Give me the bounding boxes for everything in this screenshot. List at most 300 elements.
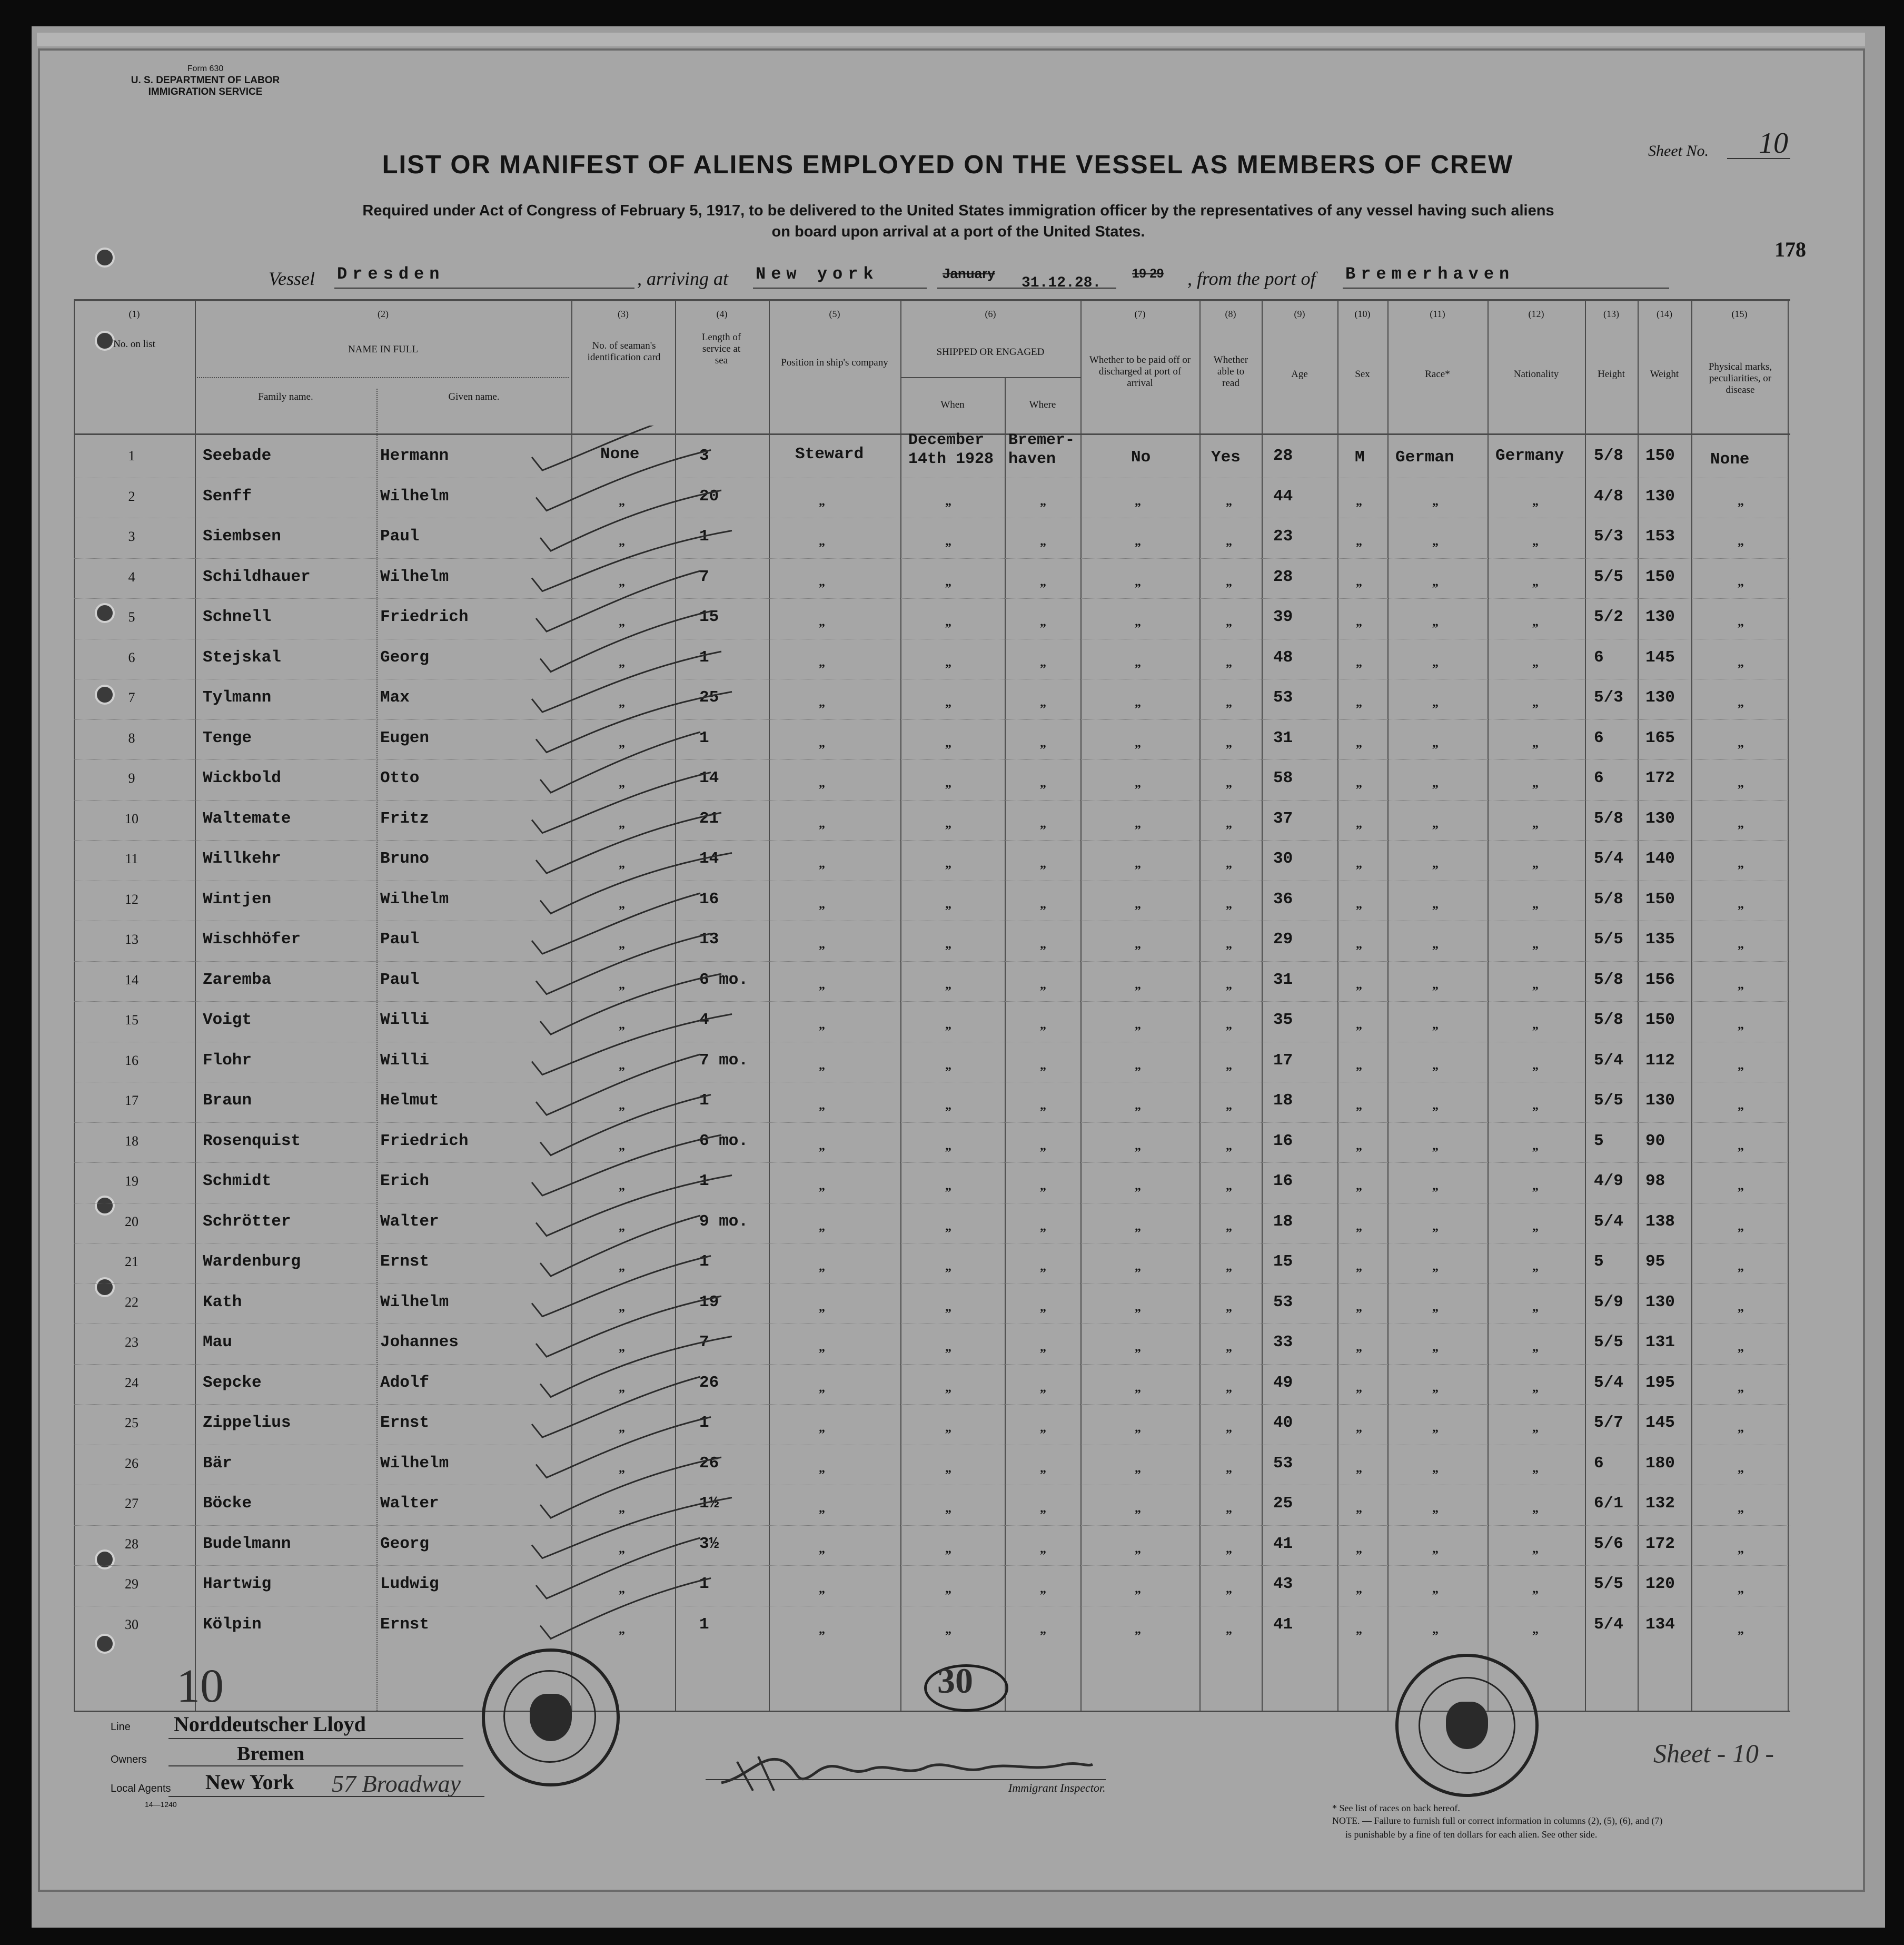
when-ditto: „ (945, 816, 951, 831)
document-subtitle (274, 200, 1643, 242)
cell-weight: 180 (1645, 1454, 1675, 1473)
check-mark (536, 1417, 711, 1478)
check-mark (540, 1578, 711, 1639)
position-ditto: „ (819, 1179, 825, 1193)
where-ditto: „ (1040, 1219, 1046, 1233)
cell-family: Böcke (203, 1494, 252, 1513)
position-ditto: „ (819, 1219, 825, 1233)
cell-given: Walter (380, 1212, 439, 1231)
cell-service: 1 (699, 1091, 709, 1110)
sex-ditto: „ (1356, 696, 1362, 709)
where-ditto: „ (1040, 1058, 1046, 1072)
from-port-underline (1343, 288, 1669, 289)
column-number: (8) (1225, 309, 1236, 319)
when-ditto: „ (945, 1340, 951, 1354)
cell-given: Willi (380, 1011, 430, 1029)
nationality-ditto: „ (1532, 494, 1539, 508)
agents-underline (168, 1796, 484, 1797)
header-age: Age (1291, 369, 1308, 380)
when-ditto: „ (945, 535, 951, 548)
position-ditto: „ (819, 1582, 825, 1596)
column-number: (6) (985, 309, 996, 319)
cell-service: 1 (699, 648, 709, 667)
read-ditto: „ (1226, 615, 1232, 629)
cell-weight: 145 (1645, 1414, 1675, 1432)
race-ditto: „ (1432, 978, 1439, 992)
able-to-read-value: Yes (1211, 448, 1241, 467)
cell-age: 28 (1273, 447, 1293, 465)
cell-given: Erich (380, 1172, 430, 1190)
where-ditto: „ (1040, 1461, 1046, 1475)
where-ditto: „ (1040, 1099, 1046, 1112)
race-ditto: „ (1432, 1340, 1439, 1354)
vessel-label: Vessel (269, 268, 315, 289)
sex-ditto: „ (1356, 1179, 1362, 1193)
read-ditto: „ (1226, 1380, 1232, 1395)
column-number: (9) (1294, 309, 1305, 319)
local-agents-label: Local Agents (111, 1783, 171, 1794)
cell-service: 1 (699, 1414, 709, 1432)
cell-no: 6 (128, 649, 135, 665)
cell-family: Kath (203, 1292, 242, 1311)
header-family-name: Family name. (258, 391, 313, 402)
read-ditto: „ (1226, 816, 1232, 831)
cell-weight: 140 (1645, 850, 1675, 868)
check-marks (527, 426, 748, 1742)
position-ditto: „ (819, 1421, 825, 1435)
position-ditto: „ (819, 857, 825, 871)
read-ditto: „ (1226, 1461, 1232, 1475)
read-ditto: „ (1226, 937, 1232, 951)
paid-off-ditto: „ (1135, 1139, 1141, 1153)
cell-family: Seebade (203, 447, 272, 465)
race-ditto: „ (1432, 494, 1439, 508)
form-number: Form 630 (187, 64, 224, 73)
nationality-ditto: „ (1532, 816, 1539, 831)
id-card-ditto: „ (619, 1622, 625, 1636)
header-where: Where (1029, 399, 1056, 410)
sex-ditto: „ (1356, 494, 1362, 508)
cell-no: 29 (125, 1576, 138, 1592)
race-ditto: „ (1432, 1582, 1439, 1596)
owners-underline (168, 1765, 463, 1766)
cell-height: 5/4 (1594, 850, 1623, 868)
nationality-ditto: „ (1532, 535, 1539, 548)
read-ditto: „ (1226, 857, 1232, 871)
cell-given: Friedrich (380, 608, 469, 626)
cell-service: 3 (699, 447, 709, 465)
cell-no: 12 (125, 891, 138, 907)
cell-service: 26 (699, 1454, 719, 1473)
cell-family: Braun (203, 1091, 252, 1110)
circled-total: 30 (937, 1661, 973, 1701)
struck-year: 19 29 (1132, 266, 1164, 281)
cell-service: 6 mo. (699, 970, 749, 989)
position-ditto: „ (819, 776, 825, 790)
form-code: 14—1240 (145, 1800, 177, 1809)
where-ditto: „ (1040, 1421, 1046, 1435)
header-shipped-or-engaged: SHIPPED OR ENGAGED (936, 347, 1045, 358)
header-able-to-read: Whether able to read (1213, 354, 1248, 389)
race-ditto: „ (1432, 1542, 1439, 1556)
marks-ditto: „ (1738, 937, 1744, 951)
cell-height: 5/3 (1594, 688, 1623, 707)
column-number: (10) (1354, 309, 1371, 319)
where-ditto: „ (1040, 857, 1046, 871)
id-card-ditto: „ (619, 1179, 625, 1193)
position-ditto: „ (819, 1622, 825, 1636)
cell-height: 5/5 (1594, 1333, 1623, 1351)
check-mark (532, 1256, 711, 1317)
sex-ditto: „ (1356, 615, 1362, 629)
cell-height: 5/5 (1594, 1091, 1623, 1110)
marks-ditto: „ (1738, 776, 1744, 790)
marks-ditto: „ (1738, 1622, 1744, 1636)
cell-height: 5/3 (1594, 527, 1623, 546)
position-ditto: „ (819, 1300, 825, 1314)
cell-service: 1 (699, 1575, 709, 1593)
where-ditto: „ (1040, 897, 1046, 911)
cell-given: Paul (380, 930, 420, 949)
when-ditto: „ (945, 1260, 951, 1273)
cell-no: 15 (125, 1012, 138, 1028)
cell-height: 5/4 (1594, 1051, 1623, 1070)
cell-no: 27 (125, 1496, 138, 1511)
cell-family: Voigt (203, 1011, 252, 1029)
paid-off-ditto: „ (1135, 1461, 1141, 1475)
id-card-ditto: „ (619, 1058, 625, 1072)
cell-service: 14 (699, 769, 719, 787)
nationality-ditto: „ (1532, 978, 1539, 992)
where-ditto: „ (1040, 1622, 1046, 1636)
cell-family: Sepcke (203, 1373, 262, 1392)
paid-off-ditto: „ (1135, 655, 1141, 669)
row-rule (74, 1001, 1790, 1002)
paid-off-ditto: „ (1135, 816, 1141, 831)
paid-off-ditto: „ (1135, 978, 1141, 992)
cell-given: Ernst (380, 1414, 430, 1432)
header-race: Race* (1425, 369, 1450, 380)
cell-weight: 131 (1645, 1333, 1675, 1351)
position-ditto: „ (819, 1461, 825, 1475)
service-name: IMMIGRATION SERVICE (148, 86, 263, 97)
when-ditto: „ (945, 736, 951, 750)
where-ditto: „ (1040, 1139, 1046, 1153)
cell-height: 6 (1594, 728, 1604, 747)
when-ditto: „ (945, 776, 951, 790)
line-label: Line (111, 1721, 131, 1733)
form-identifier (95, 63, 316, 98)
check-mark (536, 934, 711, 994)
cell-family: Zippelius (203, 1414, 291, 1432)
cell-weight: 130 (1645, 809, 1675, 828)
marks-ditto: „ (1738, 816, 1744, 831)
paid-off-ditto: „ (1135, 696, 1141, 709)
cell-given: Adolf (380, 1373, 430, 1392)
nationality-ditto: „ (1532, 655, 1539, 669)
cell-family: Schnell (203, 608, 272, 626)
cell-no: 2 (128, 488, 135, 504)
where-ditto: „ (1040, 937, 1046, 951)
name-subheader-rule (195, 377, 569, 378)
cell-no: 7 (128, 690, 135, 705)
cell-weight: 150 (1645, 447, 1675, 465)
cell-given: Walter (380, 1494, 439, 1513)
cell-service: 1 (699, 527, 709, 546)
when-ditto: „ (945, 1099, 951, 1112)
header-name-in-full: NAME IN FULL (348, 344, 418, 355)
where-ditto: „ (1040, 1502, 1046, 1515)
document-title: LIST OR MANIFEST OF ALIENS EMPLOYED ON THE VESSEL AS MEMBERS OF CREW (382, 151, 1514, 179)
column-rule (195, 299, 196, 1711)
read-ditto: „ (1226, 575, 1232, 589)
cell-no: 9 (128, 771, 135, 786)
when-ditto: „ (945, 1058, 951, 1072)
column-rule (1488, 299, 1489, 1711)
cell-no: 4 (128, 569, 135, 585)
read-ditto: „ (1226, 1260, 1232, 1273)
cell-height: 6 (1594, 1454, 1604, 1473)
read-ditto: „ (1226, 1340, 1232, 1354)
cell-given: Fritz (380, 809, 430, 828)
cell-given: Ludwig (380, 1575, 439, 1593)
read-ditto: „ (1226, 1622, 1232, 1636)
arriving-port: New york (756, 264, 879, 284)
nationality-ditto: „ (1532, 937, 1539, 951)
column-rule (1387, 299, 1389, 1711)
shipped-where-line-2: haven (1008, 450, 1056, 468)
check-mark (536, 813, 721, 873)
line-value: Norddeutscher Lloyd (174, 1712, 366, 1736)
cell-age: 36 (1273, 890, 1293, 909)
cell-age: 16 (1273, 1172, 1293, 1190)
punch-hole (95, 248, 115, 268)
when-ditto: „ (945, 1582, 951, 1596)
sex-ditto: „ (1356, 897, 1362, 911)
header-length-of-service: Length of service at sea (701, 332, 741, 366)
cell-family: Tenge (203, 728, 252, 747)
cell-given: Willi (380, 1051, 430, 1070)
nationality-ditto: „ (1532, 1622, 1539, 1636)
when-ditto: „ (945, 1219, 951, 1233)
column-number: (4) (716, 309, 728, 319)
cell-height: 5 (1594, 1131, 1604, 1150)
cell-service: 4 (699, 1011, 709, 1029)
id-card-ditto: „ (619, 1502, 625, 1515)
paid-off-ditto: „ (1135, 857, 1141, 871)
sex-ditto: „ (1356, 1380, 1362, 1395)
race-ditto: „ (1432, 776, 1439, 790)
id-card-ditto: „ (619, 1340, 625, 1354)
position-ditto: „ (819, 696, 825, 709)
where-ditto: „ (1040, 1179, 1046, 1193)
cell-age: 23 (1273, 527, 1293, 546)
cell-family: Mau (203, 1333, 232, 1351)
column-rule (74, 299, 75, 1711)
paid-off-ditto: „ (1135, 1542, 1141, 1556)
cell-weight: 145 (1645, 648, 1675, 667)
when-ditto: „ (945, 978, 951, 992)
cell-service: 1 (699, 1615, 709, 1634)
where-ditto: „ (1040, 1380, 1046, 1395)
header-no-on-list: No. on list (113, 339, 155, 350)
nationality-ditto: „ (1532, 1582, 1539, 1596)
read-ditto: „ (1226, 978, 1232, 992)
cell-family: Schmidt (203, 1172, 272, 1190)
row-rule (74, 1525, 1790, 1526)
position-ditto: „ (819, 494, 825, 508)
cell-given: Wilhelm (380, 567, 449, 586)
check-mark (532, 893, 700, 954)
where-ditto: „ (1040, 535, 1046, 548)
handwritten-count: 10 (176, 1660, 224, 1712)
cell-service: 25 (699, 688, 719, 707)
marks-ditto: „ (1738, 1380, 1744, 1395)
check-mark (540, 732, 700, 793)
nationality-ditto: „ (1532, 615, 1539, 629)
read-ditto: „ (1226, 1018, 1232, 1032)
paid-off-ditto: „ (1135, 897, 1141, 911)
id-card-ditto: „ (619, 1018, 625, 1032)
when-ditto: „ (945, 1461, 951, 1475)
vessel-underline (334, 288, 634, 289)
race-ditto: „ (1432, 655, 1439, 669)
sex-ditto: „ (1356, 1340, 1362, 1354)
race-ditto: „ (1432, 1179, 1439, 1193)
cell-no: 1 (128, 448, 135, 463)
cell-no: 20 (125, 1213, 138, 1229)
paid-off-ditto: „ (1135, 1582, 1141, 1596)
race-ditto: „ (1432, 1260, 1439, 1273)
cell-given: Ernst (380, 1615, 430, 1634)
id-card-ditto: „ (619, 978, 625, 992)
check-mark (532, 1014, 732, 1075)
row-rule (74, 800, 1790, 801)
row-rule (74, 598, 1790, 599)
column-number: (1) (128, 309, 140, 319)
cell-weight: 172 (1645, 1534, 1675, 1553)
race-ditto: „ (1432, 1219, 1439, 1233)
column-rule (900, 299, 901, 1711)
cell-age: 53 (1273, 688, 1293, 707)
check-mark (536, 1176, 732, 1236)
eagle-emblem-icon (530, 1694, 572, 1741)
cell-age: 58 (1273, 769, 1293, 787)
where-ditto: „ (1040, 615, 1046, 629)
subtitle-line-2: on board upon arrival at a port of the United States. (771, 223, 1145, 240)
cell-height: 5/5 (1594, 930, 1623, 949)
nationality-ditto: „ (1532, 736, 1539, 750)
marks-ditto: „ (1738, 1260, 1744, 1273)
nationality-ditto: „ (1532, 1380, 1539, 1395)
header-sex: Sex (1355, 369, 1370, 380)
race-ditto: „ (1432, 897, 1439, 911)
cell-family: Schildhauer (203, 567, 311, 586)
cell-no: 3 (128, 529, 135, 544)
paid-off-ditto: „ (1135, 535, 1141, 548)
id-card-ditto: „ (619, 736, 625, 750)
nationality-ditto: „ (1532, 1139, 1539, 1153)
paid-off-ditto: „ (1135, 1380, 1141, 1395)
paid-off-ditto: „ (1135, 615, 1141, 629)
race-ditto: „ (1432, 816, 1439, 831)
read-ditto: „ (1226, 1421, 1232, 1435)
sex-ditto: „ (1356, 655, 1362, 669)
cell-height: 4/8 (1594, 487, 1623, 506)
physical-marks-value: None (1710, 450, 1750, 469)
id-card-ditto: „ (619, 1582, 625, 1596)
cell-given: Wilhelm (380, 1454, 449, 1473)
where-ditto: „ (1040, 494, 1046, 508)
sex-ditto: „ (1356, 1099, 1362, 1112)
id-card-ditto: „ (619, 1099, 625, 1112)
id-card-ditto: „ (619, 535, 625, 548)
check-mark (536, 571, 700, 631)
marks-ditto: „ (1738, 615, 1744, 629)
cell-height: 5/8 (1594, 809, 1623, 828)
check-mark (536, 1538, 700, 1598)
cell-weight: 132 (1645, 1494, 1675, 1513)
paid-off-ditto: „ (1135, 736, 1141, 750)
cell-given: Eugen (380, 728, 430, 747)
cell-weight: 130 (1645, 688, 1675, 707)
marks-ditto: „ (1738, 655, 1744, 669)
cell-service: 7 (699, 1333, 709, 1351)
cell-given: Otto (380, 769, 420, 787)
cell-no: 18 (125, 1133, 138, 1149)
cell-height: 5/9 (1594, 1292, 1623, 1311)
cell-age: 31 (1273, 728, 1293, 747)
agents-address: 57 Broadway (332, 1770, 461, 1797)
where-ditto: „ (1040, 1300, 1046, 1314)
cell-height: 6 (1594, 648, 1604, 667)
nationality-ditto: „ (1532, 897, 1539, 911)
cell-age: 16 (1273, 1131, 1293, 1150)
cell-family: Rosenquist (203, 1131, 301, 1150)
date-underline (937, 288, 1116, 289)
from-port: Bremerhaven (1345, 264, 1515, 284)
race-ditto: „ (1432, 1380, 1439, 1395)
cell-age: 25 (1273, 1494, 1293, 1513)
marks-ditto: „ (1738, 1139, 1744, 1153)
id-card-ditto: „ (619, 776, 625, 790)
cell-given: Paul (380, 527, 420, 546)
check-mark (540, 853, 732, 914)
when-ditto: „ (945, 615, 951, 629)
cell-family: Tylmann (203, 688, 272, 707)
cell-no: 19 (125, 1173, 138, 1189)
race-ditto: „ (1432, 1421, 1439, 1435)
cell-family: Wardenburg (203, 1252, 301, 1271)
sex-ditto: „ (1356, 1542, 1362, 1556)
nationality-ditto: „ (1532, 1219, 1539, 1233)
position-ditto: „ (819, 1139, 825, 1153)
read-ditto: „ (1226, 494, 1232, 508)
paid-off-ditto: „ (1135, 1219, 1141, 1233)
cell-given: Ernst (380, 1252, 430, 1271)
check-mark (540, 1095, 711, 1156)
cell-no: 10 (125, 811, 138, 826)
cell-weight: 153 (1645, 527, 1675, 546)
line-underline (168, 1738, 463, 1739)
race-ditto: „ (1432, 1099, 1439, 1112)
from-port-label: , from the port of (1187, 268, 1316, 289)
column-rule (376, 389, 378, 1711)
race-ditto: „ (1432, 1502, 1439, 1515)
sex-ditto: „ (1356, 575, 1362, 589)
table-top-rule (74, 299, 1790, 301)
header-paid-off: Whether to be paid off or discharged at port of arrival (1089, 354, 1191, 389)
